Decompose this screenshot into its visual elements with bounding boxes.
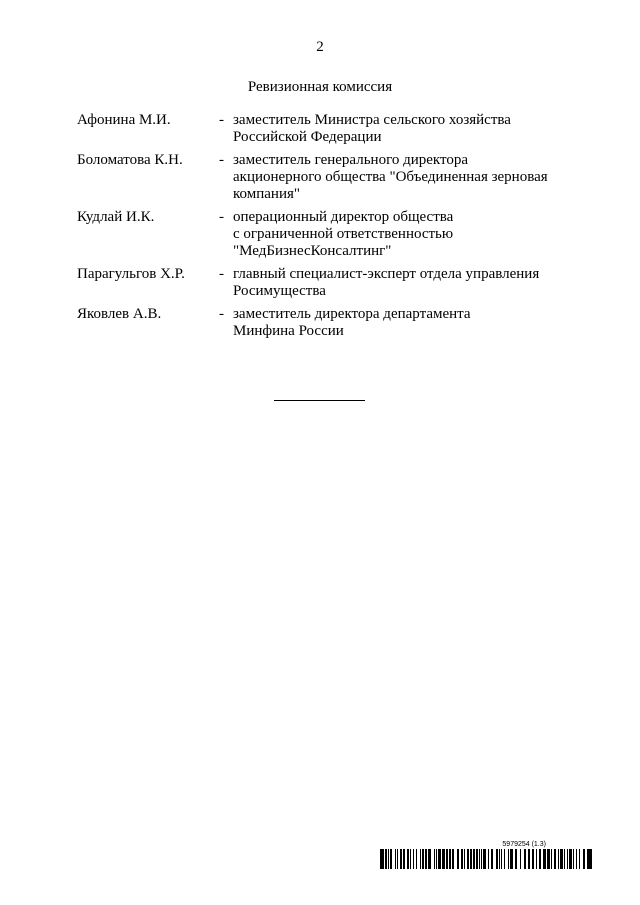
- barcode-bar: [499, 849, 500, 869]
- barcode-icon: [380, 849, 594, 869]
- barcode-bar: [381, 849, 382, 869]
- barcode-bar: [481, 849, 482, 869]
- barcode-bar: [488, 849, 489, 869]
- member-name: Боломатова К.Н.: [77, 152, 183, 168]
- barcode-caption: 5979254 (1.3): [502, 841, 546, 848]
- barcode-bar: [467, 849, 469, 869]
- barcode-bar: [464, 849, 465, 869]
- barcode-block: [380, 840, 594, 869]
- page-number: 2: [316, 39, 324, 55]
- member-dash: -: [219, 266, 224, 282]
- member-position: заместитель Министра сельского хозяйства Российской Федерации: [233, 112, 511, 145]
- barcode-bar: [473, 849, 475, 869]
- barcode-bar: [470, 849, 472, 869]
- barcode-bar: [425, 849, 427, 869]
- barcode-bar: [413, 849, 414, 869]
- barcode-bar: [428, 849, 431, 869]
- barcode-bar: [380, 849, 381, 869]
- barcode-bar: [558, 849, 559, 869]
- barcode-bar: [564, 849, 565, 869]
- section-title: Ревизионная комиссия: [247, 79, 393, 95]
- barcode-bar: [551, 849, 552, 869]
- barcode-bar: [590, 849, 591, 869]
- barcode-bar: [436, 849, 437, 869]
- member-dash: -: [219, 152, 224, 168]
- barcode-bar: [543, 849, 546, 869]
- barcode-bar: [397, 849, 398, 869]
- barcode-bar: [483, 849, 486, 869]
- member-dash: -: [219, 209, 224, 225]
- commission-members-list: [77, 112, 597, 346]
- member-position: заместитель генерального директора акционерного общества "Объединенная зерновая компания": [233, 152, 548, 202]
- barcode-bar: [461, 849, 463, 869]
- barcode-bar: [591, 849, 592, 869]
- barcode-bar: [569, 849, 572, 869]
- barcode-bar: [567, 849, 568, 869]
- barcode-bar: [528, 849, 530, 869]
- member-name: Парагульгов Х.Р.: [77, 266, 185, 282]
- barcode-bar: [410, 849, 411, 869]
- barcode-bar: [390, 849, 392, 869]
- barcode-bar: [583, 849, 585, 869]
- barcode-bar: [539, 849, 541, 869]
- barcode-bar: [508, 849, 509, 869]
- member-row: [77, 209, 597, 260]
- member-name: Афонина М.И.: [77, 112, 171, 128]
- barcode-bar: [385, 849, 387, 869]
- barcode-bar: [579, 849, 580, 869]
- member-row: [77, 266, 597, 300]
- barcode-bar: [520, 849, 521, 869]
- barcode-bar: [587, 849, 590, 869]
- member-row: [77, 306, 597, 340]
- member-dash: -: [219, 112, 224, 128]
- barcode-bar: [576, 849, 577, 869]
- barcode-bar: [532, 849, 534, 869]
- barcode-bar: [510, 849, 513, 869]
- barcode-bar: [476, 849, 478, 869]
- barcode-bar: [416, 849, 417, 869]
- barcode-bar: [547, 849, 550, 869]
- barcode-bar: [479, 849, 480, 869]
- member-position: операционный директор общества с ограниченной ответственностью "МедБизнесКонсалтинг": [233, 209, 454, 259]
- barcode-bar: [452, 849, 454, 869]
- member-position: заместитель директора департамента Минфина России: [233, 306, 471, 339]
- barcode-bar: [504, 849, 505, 869]
- barcode-bar: [491, 849, 493, 869]
- member-row: [77, 112, 597, 146]
- barcode-bar: [449, 849, 451, 869]
- barcode-bar: [496, 849, 498, 869]
- member-name: Яковлев А.В.: [77, 306, 162, 322]
- barcode-bar: [422, 849, 424, 869]
- barcode-bar: [403, 849, 405, 869]
- member-row: [77, 152, 597, 203]
- barcode-bar: [560, 849, 563, 869]
- barcode-bar: [515, 849, 517, 869]
- barcode-bar: [446, 849, 448, 869]
- barcode-bar: [573, 849, 574, 869]
- barcode-bar: [536, 849, 537, 869]
- barcode-bar: [501, 849, 502, 869]
- end-of-document-line: [274, 400, 365, 401]
- member-name: Кудлай И.К.: [77, 209, 155, 225]
- barcode-bar: [434, 849, 435, 869]
- barcode-bar: [407, 849, 409, 869]
- barcode-bar: [524, 849, 526, 869]
- member-dash: -: [219, 306, 224, 322]
- barcode-bar: [442, 849, 445, 869]
- barcode-bar: [400, 849, 402, 869]
- barcode-bar: [457, 849, 459, 869]
- member-position: главный специалист-эксперт отдела управления Росимущества: [233, 266, 540, 299]
- barcode-bar: [395, 849, 396, 869]
- barcode-bar: [388, 849, 389, 869]
- barcode-bar: [420, 849, 421, 869]
- barcode-bar: [438, 849, 441, 869]
- barcode-bar: [382, 849, 384, 869]
- barcode-bar: [554, 849, 556, 869]
